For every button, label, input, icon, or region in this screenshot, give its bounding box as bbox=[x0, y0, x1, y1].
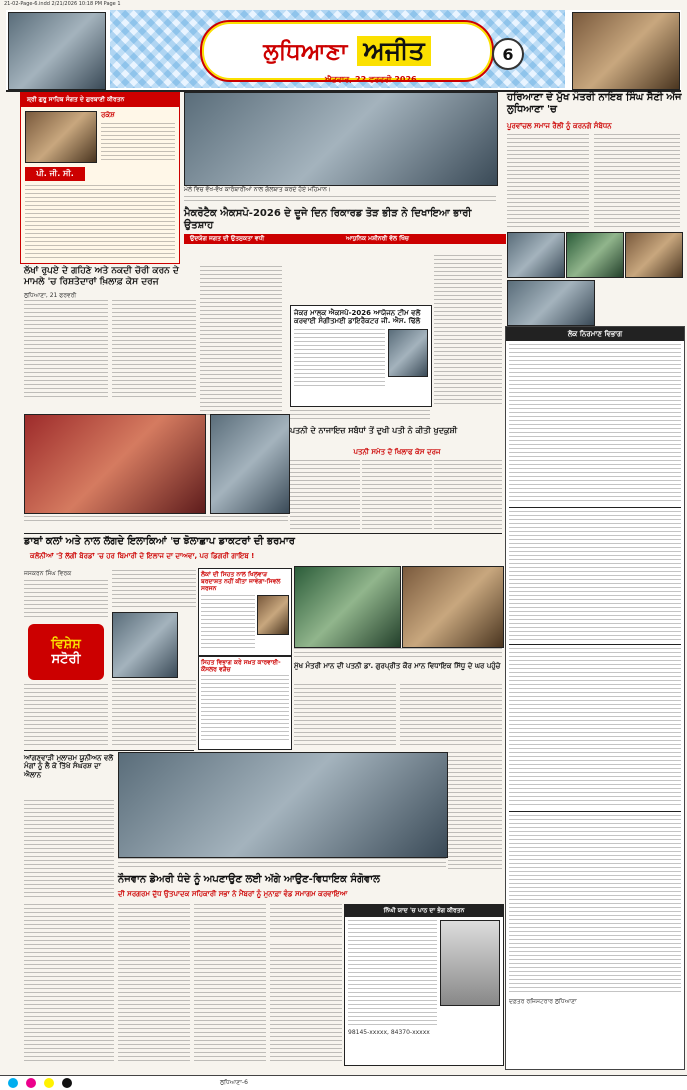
ad-left-badge: ਪੀ. ਜੀ. ਸੀ. bbox=[25, 167, 85, 181]
bottom-col-3 bbox=[194, 904, 266, 1064]
quote-box-1-title: ਲੋਕਾਂ ਦੀ ਸਿਹਤ ਨਾਲ ਖਿਲਵਾੜ ਬਰਦਾਸ਼ਤ ਨਹੀਂ ਕੀਤਾ ਜਾਵੇਗਾ-ਸਿਵਲ ਸਰਜਨ bbox=[201, 571, 281, 593]
photo-dairy-event bbox=[118, 752, 448, 858]
ad-left-label: ਰਕੇਸ਼ bbox=[101, 111, 115, 119]
footer-bar bbox=[0, 1075, 687, 1090]
story-center-subline: ਪਤਨੀ ਸਮੇਤ ਦੋ ਖਿਲਾਫ ਕੇਸ ਦਰਜ bbox=[353, 448, 441, 456]
special-story-badge bbox=[28, 624, 104, 680]
story-center-2-col2 bbox=[400, 684, 502, 748]
photo-group-caption bbox=[294, 648, 502, 658]
masthead-statue-photo bbox=[8, 12, 106, 90]
right-headline: ਹਰਿਆਣਾ ਦੇ ਮੁੱਖ ਮੰਤਰੀ ਨਾਇਬ ਸਿੰਘ ਸੈਣੀ ਅੱਜ ਲੁਧਿਆਣਾ 'ਚ bbox=[507, 92, 682, 115]
story-left-1-col2 bbox=[112, 300, 196, 400]
dairy-side-col bbox=[448, 752, 502, 870]
main-subline-left: ਉਦਯੋਗ ਜਗਤ ਦੀ ਉਤਸੁਕਤਾ ਵਧੀ bbox=[184, 234, 340, 244]
story-left-2-headline: ਆਂਗਣਵਾੜੀ ਮੁਲਾਜ਼ਮ ਯੂਨੀਅਨ ਵਲੋਂ ਮੰਗਾਂ ਨੂੰ ਲੈ ਕੇ ਤਿੱਖੇ ਸੰਘਰਸ਼ ਦਾ ਐਲਾਨ bbox=[24, 754, 114, 779]
photo-jewellers bbox=[24, 414, 206, 514]
registrar-text: ਦਫ਼ਤਰ ਰਜਿਸਟਰਾਰ ਲੁਧਿਆਣਾ bbox=[509, 998, 577, 1005]
right-photo-3 bbox=[625, 232, 683, 278]
story-center-col1 bbox=[290, 460, 360, 530]
notices-body-3 bbox=[509, 648, 681, 808]
bottom-col-5 bbox=[270, 944, 342, 1064]
interview-headline: ਜੇਕਰ ਮਾਲਕ ਐਕਸਪੋ-2026 ਆਯੋਜਨ ਟੀਮ ਵਲੋਂ ਕਰਵਾਈ ਸੰਗੀਤਮਈ ਡਾਇਰੈਕਟਰ ਜੀ. ਐਸ. ਢਿੱਲੋ bbox=[294, 309, 421, 326]
print-slug: 21-02-Page-6.indd 2/21/2026 10:18 PM Page 1 bbox=[4, 1, 121, 7]
memorial-contact: 98145-xxxxx, 84370-xxxxx bbox=[348, 1029, 430, 1036]
notices-body-1 bbox=[509, 344, 681, 504]
interview-text bbox=[294, 329, 385, 389]
story-center-headline: ਪਤਨੀ ਦੇ ਨਾਜਾਇਜ਼ ਸਬੰਧਾਂ ਤੋਂ ਦੁਖੀ ਪਤੀ ਨੇ ਕੀਤੀ ਖੁਦਕੁਸ਼ੀ bbox=[290, 426, 458, 435]
story-left-1-col1 bbox=[24, 300, 108, 400]
photo-expo-visit bbox=[184, 92, 498, 186]
right-story-col2 bbox=[594, 134, 680, 230]
right-photo-4 bbox=[507, 280, 595, 326]
story-left-1-headline: ਲੱਖਾਂ ਰੁਪਏ ਦੇ ਗਹਿਣੇ ਅਤੇ ਨਕਦੀ ਚੋਰੀ ਕਰਨ ਦੇ ਮਾਮਲੇ 'ਚ ਰਿਸ਼ਤੇਦਾਰਾਂ ਖ਼ਿਲਾਫ਼ ਕੇਸ ਦਰਜ bbox=[24, 266, 179, 287]
center-right-col bbox=[434, 255, 502, 405]
special-text-4 bbox=[112, 680, 196, 748]
main-headline: ਮੈਕਰੋਟੈਕ ਐਕਸਪੋ-2026 ਦੇ ਦੂਜੇ ਦਿਨ ਰਿਕਾਰਡ ਤੋੜ ਭੀੜ ਨੇ ਦਿਖਾਇਆ ਭਾਰੀ ਉਤਸ਼ਾਹ bbox=[184, 208, 472, 231]
quote-box-2 bbox=[198, 656, 292, 750]
memorial-title: ਨਿੱਘੀ ਯਾਦ 'ਚ ਪਾਠ ਦਾ ਭੋਗ ਕੀਰਤਨ bbox=[345, 905, 503, 917]
masthead-clocktower-photo bbox=[572, 12, 680, 90]
memorial-portrait bbox=[440, 920, 500, 1006]
photo-caption-top: ਮੇਲੇ ਵਿਚ ਵੱਖ-ਵੱਖ ਕਾਰੋਬਾਰੀਆਂ ਨਾਲ ਗੱਲਬਾਤ ਕਰਦੇ ਹੋਏ ਮਹਿਮਾਨ। bbox=[184, 186, 331, 193]
notices-title: ਲੋਕ ਨਿਰਮਾਣ ਵਿਭਾਗ bbox=[506, 327, 684, 341]
photo-group-1 bbox=[294, 566, 401, 648]
bottom-headline: ਨੌਜਵਾਨ ਡੇਅਰੀ ਧੰਦੇ ਨੂੰ ਅਪਣਾਉਣ ਲਈ ਅੱਗੇ ਆਉਣ-ਵਿਧਾਇਕ ਸੰਗੋਵਾਲ bbox=[118, 874, 380, 885]
ad-left-photo bbox=[25, 111, 97, 163]
quote-box-1-text bbox=[201, 595, 255, 649]
story-left-1-col3 bbox=[200, 266, 282, 416]
yellow-swatch bbox=[44, 1078, 54, 1088]
footer-label: ਲੁਧਿਆਣਾ-6 bbox=[220, 1079, 248, 1086]
ad-left-text bbox=[101, 123, 175, 163]
ad-left-body bbox=[25, 185, 175, 259]
bottom-col-1 bbox=[24, 904, 114, 1064]
right-subline: ਪੂਰਵਾਂਚਲ ਸਮਾਜ ਰੈਲੀ ਨੂੰ ਕਰਨਗੇ ਸੰਬੋਧਨ bbox=[507, 122, 612, 130]
photo-councillor bbox=[112, 612, 178, 678]
notices-body-2 bbox=[509, 511, 681, 641]
story-center-col2 bbox=[362, 460, 432, 530]
photo-caption-more bbox=[184, 196, 496, 204]
page-number: 6 bbox=[492, 38, 524, 70]
special-text-2 bbox=[24, 684, 108, 748]
special-text-1 bbox=[24, 580, 108, 620]
notices-box bbox=[505, 326, 685, 1070]
bottom-col-4 bbox=[270, 904, 342, 940]
quote-box-2-title: ਸਿਹਤ ਵਿਭਾਗ ਕਰੇ ਸਖ਼ਤ ਕਾਰਵਾਈ-ਕੌਂਸਲਰ ਵੜੈਚ bbox=[201, 659, 281, 674]
masthead-name: ਅਜੀਤ bbox=[357, 36, 430, 66]
right-photo-1 bbox=[507, 232, 565, 278]
story-center-2-headline: ਮੁੱਖ ਮੰਤਰੀ ਮਾਨ ਦੀ ਪਤਨੀ ਡਾ. ਗੁਰਪ੍ਰੀਤ ਕੌਰ ਮਾਨ ਵਿਧਾਇਕ ਸਿੱਧੂ ਦੇ ਘਰ ਪਹੁੰਚੇ bbox=[294, 662, 501, 670]
masthead-city: ਲੁਧਿਆਣਾ bbox=[263, 37, 348, 65]
bottom-subline: ਦੀ ਸਰਗਰਮ ਦੁੱਧ ਉਤਪਾਦਕ ਸਹਿਕਾਰੀ ਸਭਾ ਨੇ ਮੈਂਬਰਾਂ ਨੂੰ ਮੁਨਾਫ਼ਾ ਵੰਡ ਸਮਾਗਮ ਕਰਵਾਇਆ bbox=[118, 890, 348, 898]
notices-body-4 bbox=[509, 815, 681, 995]
magenta-swatch bbox=[26, 1078, 36, 1088]
black-swatch bbox=[62, 1078, 72, 1088]
right-story-col1 bbox=[507, 134, 589, 230]
ad-left bbox=[20, 92, 180, 264]
masthead-title bbox=[200, 20, 494, 82]
special-label-bottom: ਸਟੋਰੀ bbox=[51, 652, 81, 667]
memorial-text bbox=[348, 920, 437, 1026]
story-center-2-col1 bbox=[294, 684, 396, 748]
quote-box-1 bbox=[198, 568, 292, 656]
main-subline-right: ਆਧੁਨਿਕ ਮਸ਼ੀਨਰੀ ਵੱਲ ਖਿੱਚ bbox=[340, 234, 506, 244]
right-photo-2 bbox=[566, 232, 624, 278]
story-left-2-body bbox=[24, 800, 114, 898]
special-reporter: ਜਸਕਰਨ ਸਿੰਘ ਵਿਰਕ bbox=[24, 570, 72, 577]
cyan-swatch bbox=[8, 1078, 18, 1088]
quote-box-2-text bbox=[201, 675, 289, 743]
special-text-3 bbox=[112, 570, 196, 610]
interview-portrait bbox=[388, 329, 428, 377]
story-center-col3 bbox=[434, 460, 502, 530]
interview-more bbox=[290, 410, 430, 420]
memorial-box bbox=[344, 904, 504, 1066]
interview-box bbox=[290, 305, 432, 407]
wide-subline: ਕਲੋਨੀਆਂ 'ਤੇ ਲੱਗੀ ਬੋਰਡਾਂ 'ਚ ਹਰ ਬਿਮਾਰੀ ਦੇ ਇਲਾਜ ਦਾ ਦਾਅਵਾ, ਪਰ ਡਿਗਰੀ ਗਾਇਬ ! bbox=[30, 552, 255, 560]
photo-dairy-caption bbox=[118, 858, 446, 868]
story-left-1-dateline: ਲੁਧਿਆਣਾ, 21 ਫਰਵਰੀ bbox=[24, 292, 77, 299]
wide-headline: ਡਾਬਾਂ ਕਲਾਂ ਅਤੇ ਨਾਲ ਲੱਗਦੇ ਇਲਾਕਿਆਂ 'ਚ ਝੋਲਾਛਾਪ ਡਾਕਟਰਾਂ ਦੀ ਭਰਮਾਰ bbox=[24, 536, 295, 547]
photo-group-2 bbox=[402, 566, 504, 648]
quote-box-1-photo bbox=[257, 595, 289, 635]
bottom-col-2 bbox=[118, 904, 190, 1064]
ad-left-title: ਸ਼੍ਰੀ ਗੁਰੂ ਸਾਹਿਬ ਸੰਗਤ ਦੇ ਗੁਰਬਾਣੀ ਕੀਰਤਨ bbox=[21, 93, 179, 107]
photo-shop-2 bbox=[210, 414, 290, 514]
date-line: ਐਤਵਾਰ, 22 ਫਰਵਰੀ 2026 bbox=[325, 75, 417, 84]
special-label-top: ਵਿਸ਼ੇਸ਼ bbox=[51, 637, 81, 652]
photo-jewellers-caption bbox=[24, 516, 288, 522]
